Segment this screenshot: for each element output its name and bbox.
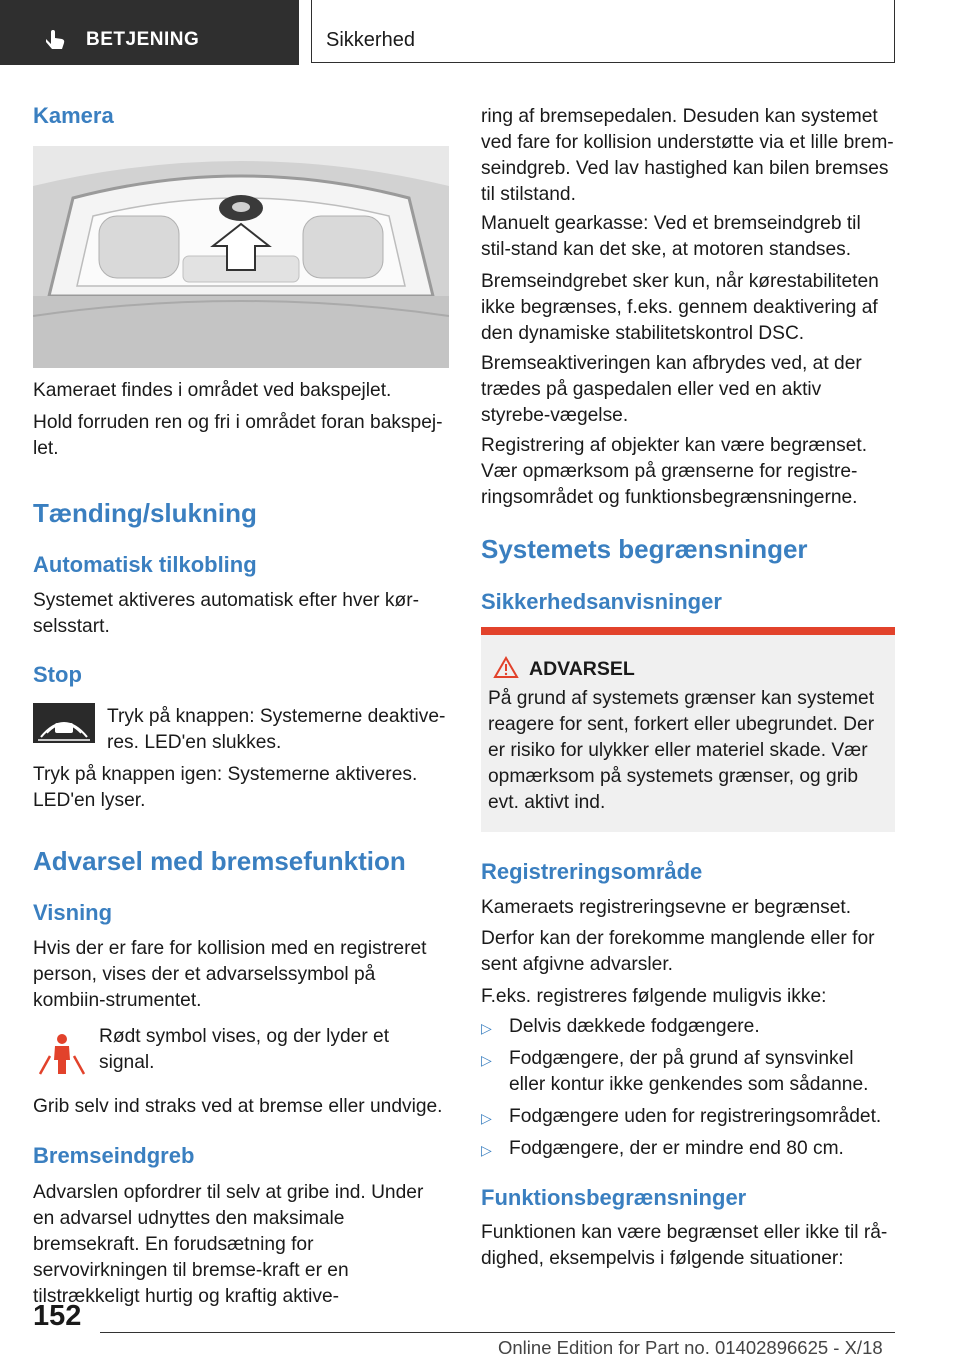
heading-advarsel: Advarsel med bremsefunktion (33, 846, 406, 876)
list-item: Fodgængere uden for registreringsområdet. (509, 1106, 882, 1127)
warning-bar (481, 627, 895, 635)
list-item: Delvis dækkede fodgængere. (509, 1016, 760, 1037)
stop-text-1: Tryk på knappen: Systemerne deaktive-res. LED'en slukkes. (107, 706, 446, 753)
visning-text-2: Rødt symbol vises, og der lyder et signal. (99, 1026, 390, 1073)
bullet-triangle-icon: ▷ (481, 1052, 492, 1068)
bullet-triangle-icon: ▷ (481, 1142, 492, 1158)
pedestrian-warning-icon (36, 1032, 88, 1076)
right-text-3: Bremseindgrebet sker kun, når kørestabiliteten ikke begrænses, f.eks. gennem deaktivering af den dynamiske stabilitetskontrol DSC. (481, 271, 879, 344)
bullet-triangle-icon: ▷ (481, 1110, 492, 1126)
stop-text-2: Tryk på knappen igen: Systemerne aktiveres. LED'en lyser. (33, 764, 418, 811)
warning-title: ADVARSEL (529, 658, 635, 680)
right-text-2: Manuelt gearkasse: Ved et bremseindgreb til stil-stand kan det ske, at motoren standses. (481, 213, 861, 260)
header-section-tab (0, 0, 299, 65)
heading-visning: Visning (33, 900, 113, 925)
heading-registreringsomraade: Registreringsområde (481, 859, 703, 884)
kamera-text-2: Hold forruden ren og fri i området foran bakspej-let. (33, 412, 443, 459)
bullet-triangle-icon: ▷ (481, 1020, 492, 1036)
heading-kamera: Kamera (33, 103, 114, 128)
reg-text-3: F.eks. registreres følgende muligvis ikke: (481, 986, 827, 1007)
reg-text-2: Derfor kan der forekomme manglende eller for sent afgivne advarsler. (481, 928, 875, 975)
heading-systemets: Systemets begrænsninger (481, 534, 808, 564)
warning-box (481, 627, 895, 832)
heading-bremseindgreb: Bremseindgreb (33, 1143, 195, 1168)
warning-triangle-icon (493, 656, 519, 679)
heading-funktionsbegraensninger: Funktionsbegrænsninger (481, 1185, 747, 1210)
heading-taending: Tænding/slukning (33, 498, 257, 528)
header-section-title: BETJENING (86, 29, 200, 50)
visning-text-3: Grib selv ind straks ved at bremse eller undvige. (33, 1096, 443, 1117)
camera-photo (33, 146, 449, 368)
hand-pointer-icon (42, 27, 68, 51)
footer-edition: Online Edition for Part no. 01402896625 - X/18 (498, 1337, 883, 1358)
visning-text-1: Hvis der er fare for kollision med en registreret person, vises der et advarselssymbol på kombiin-strumentet. (33, 938, 427, 1011)
list-item: Fodgængere, der på grund af synsvinkel eller kontur ikke genkendes som sådanne. (509, 1048, 869, 1095)
footer-divider (100, 1332, 895, 1333)
heading-sikkerhed: Sikkerhedsanvisninger (481, 589, 722, 614)
right-text-5: Registrering af objekter kan være begrænset. Vær opmærksom på grænserne for registre-ringsområdet og funktionsbegrænsningerne. (481, 435, 868, 508)
right-text-1: ring af bremsepedalen. Desuden kan systemet ved fare for kollision understøtte via et lille brem-seindgreb. Ved lav hastighed kan bilen bremses til stilstand. (481, 106, 894, 205)
heading-stop: Stop (33, 662, 82, 687)
right-text-4: Bremseaktiveringen kan afbrydes ved, at der trædes på gaspedalen eller ved en aktiv styrebe-vægelse. (481, 353, 862, 426)
warning-text: På grund af systemets grænser kan systemet reagere for sent, forkert eller ubegrundet. Der er risiko for ulykker eller materiel skade. Vær opmærksom på systemets grænser, og grib evt. aktivt ind. (488, 688, 875, 813)
auto-text: Systemet aktiveres automatisk efter hver kør-selsstart. (33, 590, 419, 637)
bremse-text: Advarslen opfordrer til selv at gribe ind. Under en advarsel udnyttes den maksimale bremsekraft. En forudsætning for servovirkningen til bremse-kraft er en tilstrækkeligt hurtig og kraftig aktive- (33, 1182, 424, 1307)
reg-text-1: Kameraets registreringsevne er begrænset. (481, 897, 852, 918)
list-item: Fodgængere, der er mindre end 80 cm. (509, 1138, 844, 1159)
kamera-text-1: Kameraet findes i området ved bakspejlet. (33, 380, 392, 401)
header-chapter-title: Sikkerhed (326, 29, 415, 51)
collision-warning-button-icon (33, 703, 95, 743)
heading-automatisk: Automatisk tilkobling (33, 552, 257, 577)
funk-text: Funktionen kan være begrænset eller ikke til rå-dighed, eksempelvis i følgende situationer: (481, 1222, 888, 1269)
header-chapter-box (311, 0, 895, 63)
page-number: 152 (33, 1300, 82, 1332)
